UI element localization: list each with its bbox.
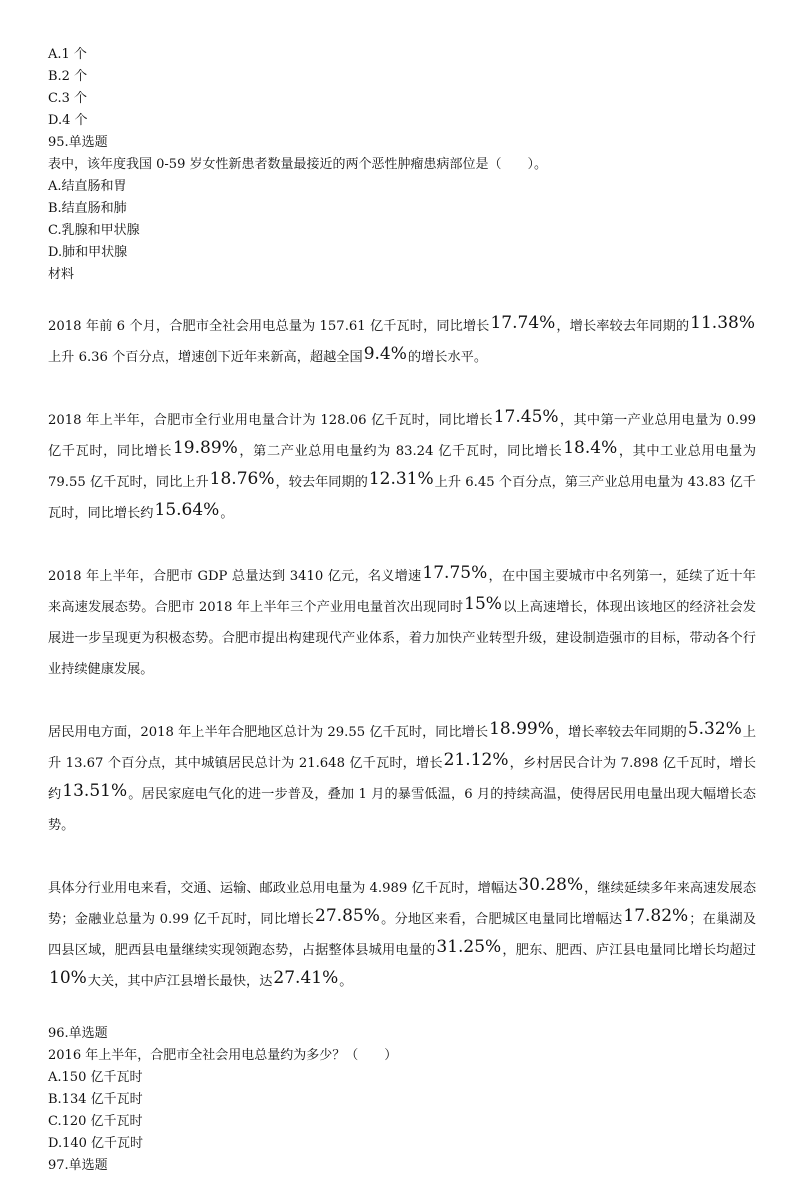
q95-block bbox=[48, 132, 756, 286]
text-run: 。 bbox=[339, 974, 353, 989]
q96-option-d: D.140 亿千瓦时 bbox=[48, 1136, 144, 1151]
percent-value: 15.64% bbox=[154, 500, 220, 520]
percent-value: 17.45% bbox=[493, 407, 559, 427]
q94-option-b: B.2 个 bbox=[48, 69, 88, 84]
percent-value: 10% bbox=[49, 968, 87, 988]
text-run: ，乡村居民合计为 7.898 亿千瓦时，增长约 bbox=[48, 756, 756, 802]
text-run: ，增长率较去年同期的 bbox=[554, 725, 687, 740]
material-paragraph-2 bbox=[48, 405, 756, 529]
percent-value: 11.38% bbox=[690, 313, 755, 333]
percent-value: 27.85% bbox=[315, 906, 380, 926]
text-run: ；在巢湖及四县区域，肥西县电量继续实现领跑态势，占据整体县城用电量的 bbox=[48, 912, 757, 958]
text-run: 上升 6.45 个百分点，第三产业总用电量为 43.83 亿千瓦时，同比增长约 bbox=[48, 475, 756, 521]
percent-value: 9.4% bbox=[363, 344, 407, 364]
percent-value: 27.41% bbox=[273, 968, 339, 988]
material-paragraph-5 bbox=[48, 873, 756, 997]
percent-value: 5.32% bbox=[687, 719, 742, 739]
q95-option-d: D.肺和甲状腺 bbox=[48, 245, 128, 260]
text-run: 。居民家庭电气化的进一步普及，叠加 1 月的暴雪低温，6 月的持续高温，使得居民用电量出现大幅增长态势。 bbox=[48, 787, 756, 833]
text-run: ，增长率较去年同期的 bbox=[556, 319, 690, 334]
text-run: ，较去年同期的 bbox=[275, 475, 368, 490]
percent-value: 12.31% bbox=[368, 469, 434, 489]
q95-stem: 表中，该年度我国 0-59 岁女性新患者数量最接近的两个恶性肿瘤患病部位是（ ）。 bbox=[48, 157, 547, 172]
text-run: ，第二产业总用电量约为 83.24 亿千瓦时，同比增长 bbox=[238, 444, 563, 459]
material-label: 材料 bbox=[48, 267, 75, 282]
q95-option-a: A.结直肠和胃 bbox=[48, 179, 127, 194]
text-run: ，继续延续多年来高速发展态势；金融业总量为 0.99 亿千瓦时，同比增长 bbox=[48, 881, 757, 927]
percent-value: 15% bbox=[464, 594, 502, 614]
percent-value: 17.75% bbox=[422, 563, 488, 583]
q94-options bbox=[48, 44, 756, 132]
text-run: ，在中国主要城市中名列第一，延续了近十年来高速发展态势。合肥市 2018 年上半年三个产业用电量首次出现同时 bbox=[48, 569, 756, 615]
percent-value: 18.76% bbox=[209, 469, 275, 489]
percent-value: 17.74% bbox=[490, 313, 556, 333]
q96-header: 96.单选题 bbox=[48, 1026, 108, 1041]
text-run: ，肥东、肥西、庐江县电量同比增长均超过 bbox=[502, 943, 756, 958]
q97-header: 97.单选题 bbox=[48, 1158, 108, 1173]
text-run: 2018 年前 6 个月，合肥市全社会用电总量为 157.61 亿千瓦时，同比增长 bbox=[48, 319, 490, 334]
percent-value: 19.89% bbox=[172, 438, 238, 458]
text-run: ，其中工业总用电量为 79.55 亿千瓦时，同比上升 bbox=[48, 444, 757, 490]
percent-value: 17.82% bbox=[623, 906, 689, 926]
q96-option-b: B.134 亿千瓦时 bbox=[48, 1092, 143, 1107]
q96-option-a: A.150 亿千瓦时 bbox=[48, 1070, 143, 1085]
text-run: 2018 年上半年，合肥市全行业用电量合计为 128.06 亿千瓦时，同比增长 bbox=[48, 413, 493, 428]
material-paragraph-4 bbox=[48, 717, 756, 841]
q95-header: 95.单选题 bbox=[48, 135, 108, 150]
text-run: 上升 6.36 个百分点，增速创下近年来新高，超越全国 bbox=[48, 350, 363, 365]
percent-value: 21.12% bbox=[443, 750, 509, 770]
text-run: 以上高速增长，体现出该地区的经济社会发展进一步呈现更为积极态势。合肥市提出构建现代产业体系，着力加快产业转型升级，建设制造强市的目标，带动各个行业持续健康发展。 bbox=[48, 600, 756, 677]
percent-value: 30.28% bbox=[518, 875, 584, 895]
text-run: 2018 年上半年，合肥市 GDP 总量达到 3410 亿元，名义增速 bbox=[48, 569, 422, 584]
q95-option-c: C.乳腺和甲状腺 bbox=[48, 223, 140, 238]
text-run: 。 bbox=[220, 506, 234, 521]
q94-option-d: D.4 个 bbox=[48, 113, 88, 128]
percent-value: 13.51% bbox=[62, 781, 128, 801]
text-run: 具体分行业用电来看，交通、运输、邮政业总用电量为 4.989 亿千瓦时，增幅达 bbox=[48, 881, 518, 896]
text-run: ，其中第一产业总用电量为 0.99 亿千瓦时，同比增长 bbox=[48, 413, 756, 459]
text-run: 大关，其中庐江县增长最快，达 bbox=[87, 974, 273, 989]
text-run: 的增长水平。 bbox=[407, 350, 488, 365]
text-run: 居民用电方面，2018 年上半年合肥地区总计为 29.55 亿千瓦时，同比增长 bbox=[48, 725, 489, 740]
q96-option-c: C.120 亿千瓦时 bbox=[48, 1114, 143, 1129]
material-paragraph-3 bbox=[48, 561, 756, 685]
text-run: 上升 13.67 个百分点，其中城镇居民总计为 21.648 亿千瓦时，增长 bbox=[48, 725, 757, 771]
q95-option-b: B.结直肠和肺 bbox=[48, 201, 127, 216]
document-page bbox=[48, 44, 756, 1177]
percent-value: 31.25% bbox=[436, 937, 502, 957]
percent-value: 18.99% bbox=[489, 719, 554, 739]
q94-option-c: C.3 个 bbox=[48, 91, 88, 106]
q96-stem: 2016 年上半年，合肥市全社会用电总量约为多少？（ ） bbox=[48, 1048, 398, 1063]
q94-option-a: A.1 个 bbox=[48, 47, 87, 62]
percent-value: 18.4% bbox=[563, 438, 618, 458]
text-run: 。分地区来看，合肥城区电量同比增幅达 bbox=[380, 912, 623, 927]
q96-block bbox=[48, 1023, 756, 1177]
material-paragraph-1 bbox=[48, 311, 756, 373]
